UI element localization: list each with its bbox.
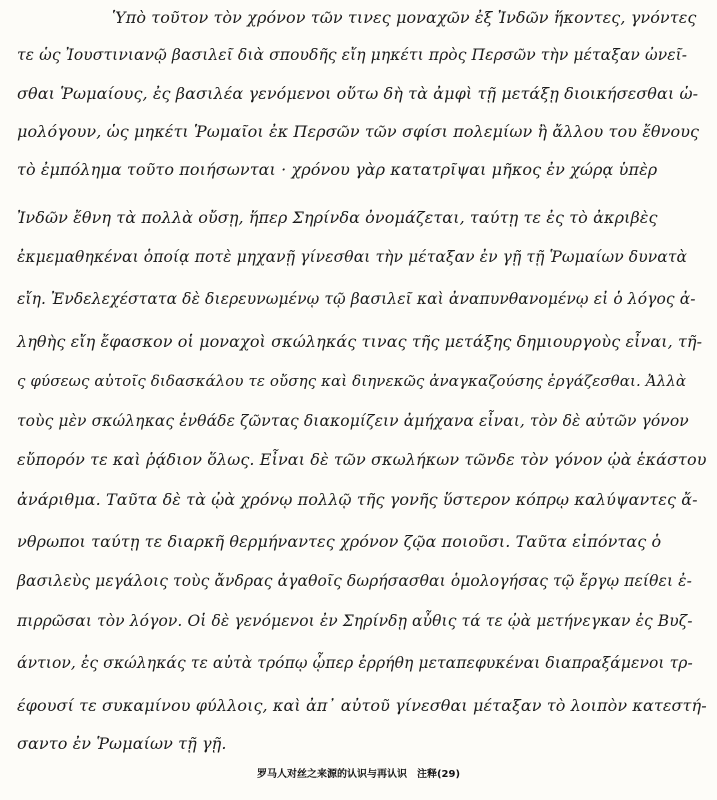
text-line-4: μολόγουν, ὡς μηκέτι Ῥωμαῖοι ἐκ Περσῶν τῶν σφίσι πολεμίων ἢ ἄλλου του ἔθνους <box>17 122 700 141</box>
text-line-15: βασιλεὺς μεγάλοις τοὺς ἄνδρας ἀγαθοῖς δωρήσασθαι ὁμολογήσας τῷ ἔργῳ πείθει ἐ- <box>17 572 692 590</box>
text-line-17: άντιον, ἐς σκώληκάς τε αὐτὰ τρόπῳ ᾧπερ ἐρρήθη μεταπεφυκέναι διαπραξάμενοι τρ- <box>17 654 693 672</box>
text-line-10: ς φύσεως αὐτοῖς διδασκάλου τε οὔσης καὶ διηνεκῶς ἀναγκαζούσης ἐργάζεσθαι. Ἀλλὰ <box>17 372 687 390</box>
text-line-5: τὸ ἐμπόλημα τοῦτο ποιήσωνται · χρόνου γὰρ κατατρῖψαι μῆκος ἐν χώρᾳ ὑπὲρ <box>17 160 658 179</box>
page-caption: 罗马人对丝之来源的认识与再认识 注释(29) <box>256 769 461 780</box>
text-line-13: ἀνάριθμα. Ταῦτα δὲ τὰ ᾠὰ χρόνῳ πολλῷ τῆς γονῆς ὕστερον κόπρῳ καλύψαντες ἄ- <box>17 490 698 509</box>
text-line-12: εὔπορόν τε καὶ ῥᾴδιον ὅλως. Εἶναι δὲ τῶν σκωλήκων τῶνδε τὸν γόνον ᾠὰ ἑκάστου <box>17 450 707 469</box>
text-line-16: πιρρῶσαι τὸν λόγον. Οἱ δὲ γενόμενοι ἐν Σηρίνδῃ αὖθις τά τε ᾠὰ μετήνεγκαν ἐς Βυζ- <box>17 612 693 630</box>
text-line-14: νθρωποι ταύτῃ τε διαρκῆ θερμήναντες χρόνον ζῷα ποιοῦσι. Ταῦτα εἰπόντας ὁ <box>17 532 662 551</box>
text-line-1: Ὑπὸ τοῦτον τὸν χρόνον τῶν τινες μοναχῶν ἐξ Ἰνδῶν ἥκοντες, γνόντες <box>112 8 697 27</box>
text-line-9: ληθὴς εἴη ἔφασκον οἱ μοναχοὶ σκώληκάς τινας τῆς μετάξης δημιουργοὺς εἶναι, τῆ- <box>17 332 703 351</box>
text-line-8: εἴη. Ἐνδελεχέστατα δὲ διερευνωμένῳ τῷ βασιλεῖ καὶ ἀναπυνθανομένῳ εἰ ὁ λόγος ἀ- <box>17 290 696 308</box>
text-line-3: σθαι Ῥωμαίους, ἐς βασιλέα γενόμενοι οὕτω δὴ τὰ ἀμφὶ τῇ μετάξῃ διοικήσεσθαι ὡ- <box>17 84 699 103</box>
text-line-18: έφουσί τε συκαμίνου φύλλοις, καὶ ἀπ᾽ αὐτοῦ γίνεσθαι μέταξαν τὸ λοιπὸν κατεστή- <box>17 696 707 715</box>
text-line-6: Ἰνδῶν ἔθνη τὰ πολλὰ οὔσῃ, ἥπερ Σηρίνδα ὀνομάζεται, ταύτῃ τε ἐς τὸ ἀκριβὲς <box>17 208 658 227</box>
text-line-11: τοὺς μὲν σκώληκας ἐνθάδε ζῶντας διακομίζειν ἀμήχανα εἶναι, τὸν δὲ αὐτῶν γόνον <box>17 412 689 430</box>
text-line-2: τε ὡς Ἰουστινιανῷ βασιλεῖ διὰ σπουδῆς εἴη μηκέτι πρὸς Περσῶν τὴν μέταξαν ὠνεῖ- <box>17 46 688 64</box>
text-line-7: ἐκμεμαθηκέναι ὁποίᾳ ποτὲ μηχανῇ γίνεσθαι τὴν μέταξαν ἐν γῇ τῇ Ῥωμαίων δυνατὰ <box>17 248 688 266</box>
text-line-19: σαντο ἐν Ῥωμαίων τῇ γῇ. <box>17 734 227 753</box>
